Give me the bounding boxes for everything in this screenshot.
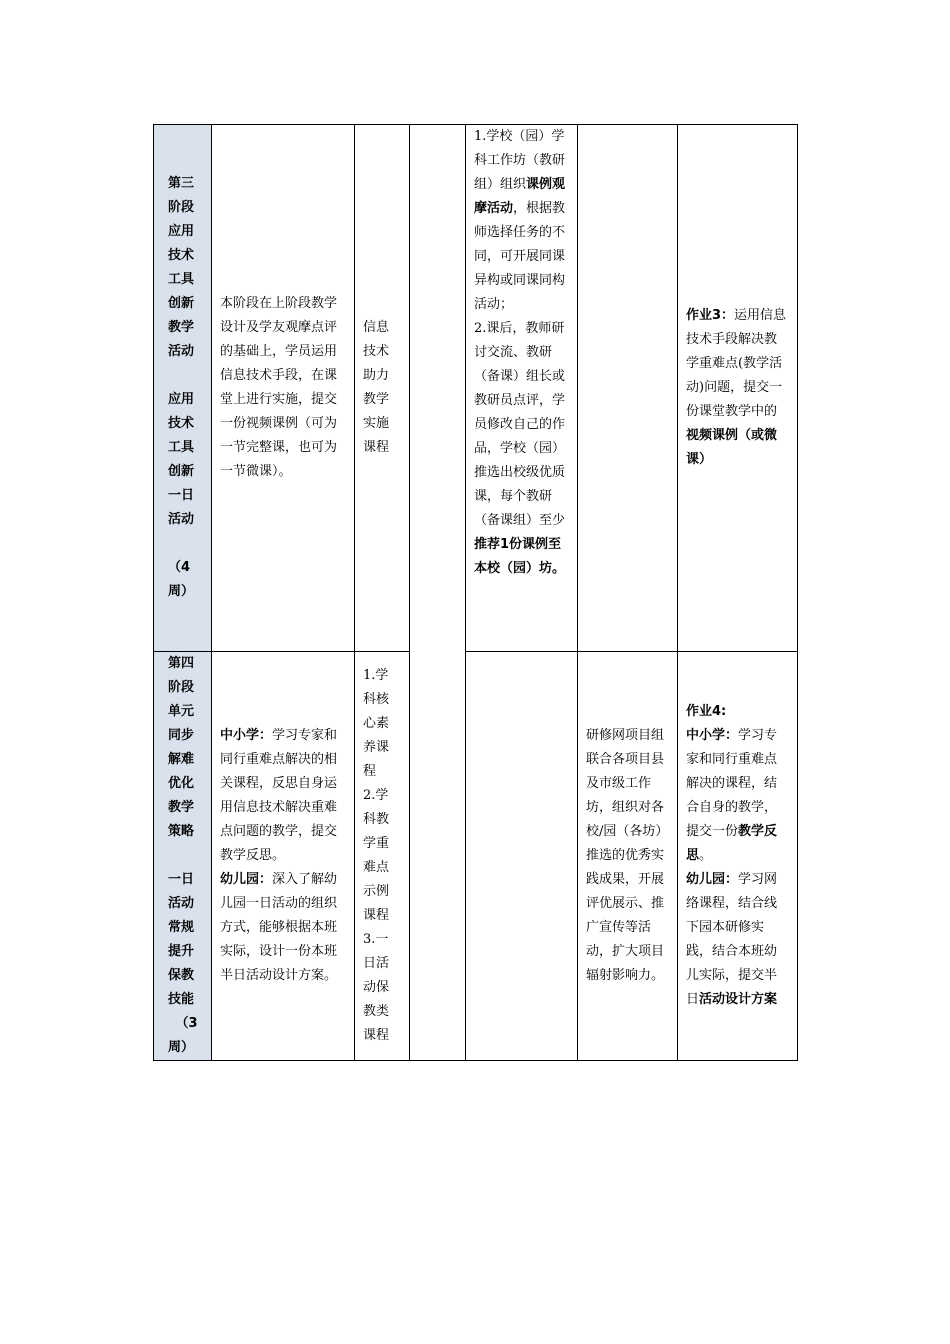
stage-three-row [154,125,798,652]
stage-three-promotion-cell [578,125,678,652]
stage-three-title: 第三 阶段 应用 技术 工具 创新 教学 活动 应用 技术 工具 创新 一日 活动 （4 周） [168,176,195,599]
stage-four-promotion-cell [578,652,678,1061]
stage-four-homework-cell [678,652,798,1061]
course-item: 3.一日活动保教类课程 [363,932,390,1043]
stage-four-title-cell [154,652,212,1061]
stage-three-courses: 信息技术助力教学实施课程 [363,320,390,455]
stage-four-courses [355,664,409,1048]
stage-four-promotion: 研修网项目组联合各项目县及市级工作坊，组织对各校/园（各坊）推选的优秀实践成果，开展评优展示、推广宣传等活动，扩大项目辐射影响力。 [586,728,669,983]
stage-four-row [154,652,798,1061]
stage-three-title-cell [154,125,212,652]
stage-four-description-cell [212,652,355,1061]
stage-four-description: 中小学：学习专家和同行重难点解决的相关课程，反思自身运用信息技术解决重难点问题的教学，提交教学反思。 幼儿园：深入了解幼儿园一日活动的组织方式，能够根据本班实际，设计一份本班半日活动设计方案。 [220,728,338,983]
empty-column-cell [410,125,466,1061]
stage-three-description: 本阶段在上阶段教学设计及学友观摩点评的基础上，学员运用信息技术手段，在课堂上进行实施，提交一份视频课例（可为一节完整课，也可为一节微课）。 [220,296,338,479]
course-item: 2.学科教学重难点示例课程 [363,788,390,923]
stage-four-homework: 作业4: 中小学：学习专家和同行重难点解决的课程，结合自身的教学，提交一份教学反思。 幼儿园：学习网络课程，结合线下园本研修实践，结合本班幼儿实际，提交半日活动设计方案 [686,704,778,1007]
stage-three-activity-cell [466,125,578,652]
stage-three-homework: 作业3：运用信息技术手段解决教学重难点(教学活动)问题，提交一份课堂教学中的视频课例（或微课） [686,308,787,467]
stage-four-title: 第四 阶段 单元 同步 解难 优化 教学 策略 一日 活动 常规 提升 保教 技能 （3 周） [168,656,198,1055]
training-plan-table [153,124,798,1061]
course-item: 1.学科核心素养课程 [363,668,390,779]
stage-three-courses-cell [355,125,410,652]
stage-four-courses-cell [355,652,410,1061]
stage-three-activity: 1.学校（园）学科工作坊（教研组）组织课例观摩活动，根据教师选择任务的不同，可开展同课异构或同课同构活动； 2.课后，教师研讨交流、教研（备课）组长或教研员点评，学员修改自己的作品，学校（园）推选出校级优质课，每个教研（备课组）至少推荐1份课例至本校（园）坊。 [474,129,566,576]
stage-three-homework-cell [678,125,798,652]
stage-three-description-cell [212,125,355,652]
stage-four-activity-cell [466,652,578,1061]
